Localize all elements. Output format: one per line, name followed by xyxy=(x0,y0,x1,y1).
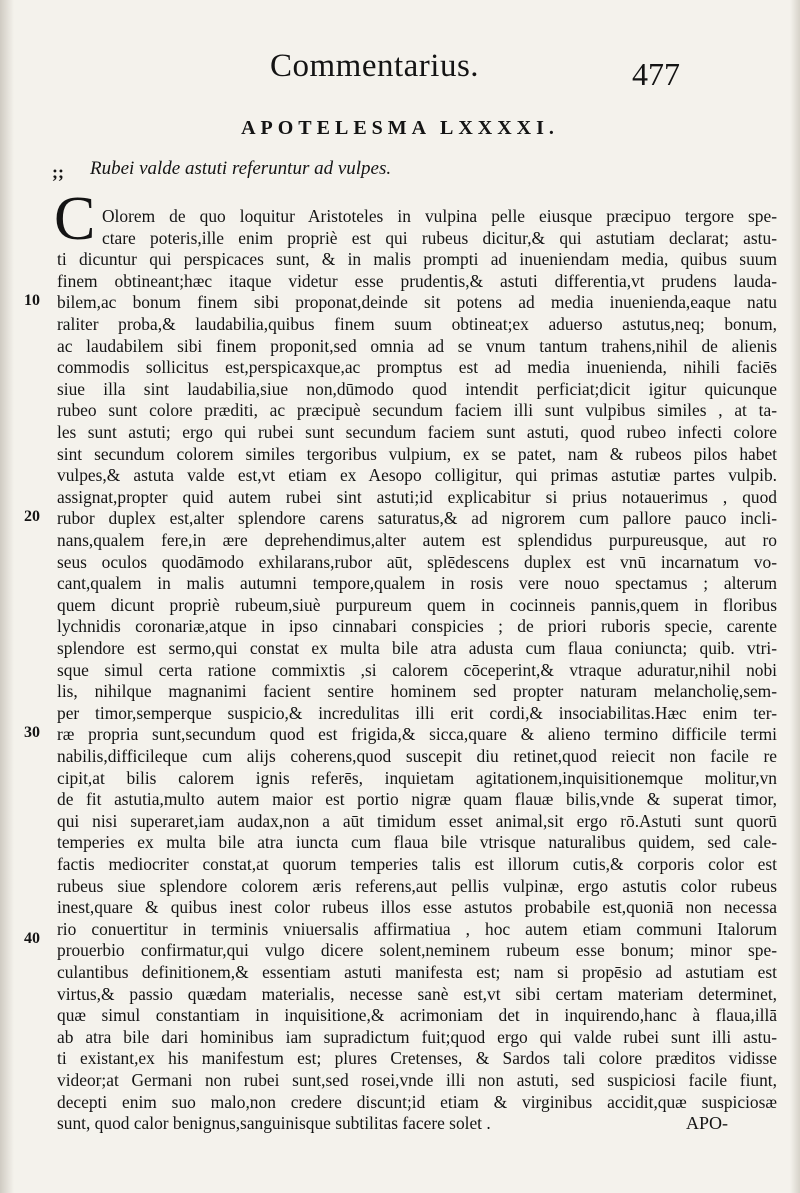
margin-line-number: 20 xyxy=(24,508,40,525)
text-line: ac laudabilem sibi finem proponit,sed omnia ad se vnum tantum trahens,nihil de alienis xyxy=(57,335,777,356)
text-line: finem obtineant;hæc itaque videtur esse prudentis,& astuti differentia,vt prudens lauda- xyxy=(57,270,777,291)
text-line: nabilis,difficileque cum alijs coherens,quod suscepit diu retinet,quod reiecit non facile re xyxy=(57,746,777,766)
text-line: virtus,& passio quædam materialis, necesse sanè est,vt sibi certam materiam determinet, xyxy=(57,983,777,1004)
text-line: lychnidis coronariæ,atque in ipso cinnabari conspicies ; de priori ruboris specie, carente xyxy=(57,616,777,637)
text-line: ti dicuntur qui perspicaces sunt, & in malis prompti ad inueniendam media, quibus suum xyxy=(57,249,777,270)
text-line: rubor duplex est,alter splendore carens saturatus,& ad nigrorem cum pallore pauco incli- xyxy=(57,508,777,529)
running-head: Commentarius. xyxy=(270,48,480,84)
text-line: ctare poteris,ille enim propriè est qui rubeus dicitur,& qui astutiam declarat; astu- xyxy=(102,227,777,248)
text-line: temperies ex multa bile atra iuncta cum flaua bile vtrisque naturalibus quidem, sed cale- xyxy=(57,832,777,853)
text-line: nans,qualem fere,in ære deprehendimus,alter autem est splendidus purpureusque, aut ro xyxy=(57,530,777,550)
text-line: factis mediocriter constat,at quorum temperies talis est illorum cutis,& corporis color est xyxy=(57,854,777,874)
text-line: Olorem de quo loquitur Aristoteles in vulpina pelle eiusque præcipuo tergore spe- xyxy=(102,206,777,226)
margin-line-number: 10 xyxy=(24,292,40,309)
text-line: bilem,ac bonum finem sibi proponat,deinde sit potens ad media inuenienda,eaque natu xyxy=(57,292,777,313)
page-edge-shadow xyxy=(790,0,800,1193)
text-line: rubeo sunt colore præditi, ac præcipuè secundum faciem illi sunt vulpibus similes , at ta- xyxy=(57,400,777,421)
text-line: videor;at Germani non rubei sunt,sed rosei,vnde illi non astuti, sed suspiciosi facile fiunt, xyxy=(57,1070,777,1090)
text-line: ræ propria sunt,secundum quod est frigida,& sicca,quare & alieno termino difficile termi xyxy=(57,724,777,745)
text-line: quæ simul constantiam in inquisitione,& acrimoniam det in inquirendo,hanc à flaua,illā xyxy=(57,1005,777,1026)
catchword: APO- xyxy=(686,1113,729,1133)
text-line: ti existant,ex his manifestum est; plures Cretenses, & Sardos tali colore præditos vidisse xyxy=(57,1048,777,1069)
text-line: cipit,at bilis calorem ignis referēs, inquietam agitationem,inquisitionemque molitur,vn xyxy=(57,767,777,788)
text-line: cant,qualem in malis autumni tempore,qualem in rosis vere nouo spectamus ; alterum xyxy=(57,573,777,594)
text-line: commodis sollicitus est,perspicaxque,ac promptus est ad media inuenienda, nihili faciēs xyxy=(57,357,777,378)
text-line: inest,quare & quibus inest color rubeus illos esse astutos probabile est,quoniā non necessa xyxy=(57,897,777,918)
text-line: les sunt astuti; ergo qui rubei sunt secundum faciem sunt astuti, quod rubeo infecti colore xyxy=(57,422,777,442)
text-line: vulpes,& astuta valde est,vt etiam ex Aesopo colligitur, qui primas astutiæ partes vulpib. xyxy=(57,465,777,486)
margin-line-number: 30 xyxy=(24,724,40,741)
page-number: 477 xyxy=(632,56,680,92)
page-gutter-shadow xyxy=(0,0,14,1193)
subtitle-mark: ;; xyxy=(52,162,64,182)
text-line: quem dicunt propriè rubeum,siuè purpureum quem in cocinneis pannis,quem in floribus xyxy=(57,594,777,615)
text-line: assignat,propter quid autem rubei sint astuti;id explicabitur si prius notauerimus , quod xyxy=(57,486,777,507)
text-line: raliter proba,& laudabilia,quibus finem suum obtineat;ex aduerso astutus,neq; bonum, xyxy=(57,314,777,334)
text-line: rubeus siue splendore colorem æris referens,aut pellis vulpinæ, ergo astutis color rubeus xyxy=(57,875,777,896)
drop-capital: C xyxy=(54,185,96,253)
text-line: sint secundum colorem similes tergoribus vulpium, ex se patet, nam & rubeos pilos habet xyxy=(57,443,777,464)
text-line: culantibus definitionem,& essentiam astuti manifesta est; nam si propēsio ad astutiam est xyxy=(57,962,777,982)
section-title: APOTELESMA LXXXXI. xyxy=(241,117,559,139)
text-line: qui nisi superaret,iam audax,non a aūt timidum esset animal,sit ergo rō.Astuti sunt quorū xyxy=(57,810,777,831)
text-line: sque simul certa ratione commixtis ,si calorem cōceperint,& vtraque aduratur,nihil nobi xyxy=(57,659,777,680)
section-subtitle: Rubei valde astuti referuntur ad vulpes. xyxy=(90,158,392,179)
text-line: seus oculos quodāmodo exhilarans,rubor aūt, splēdescens duplex est vnū incarnatum vo- xyxy=(57,551,777,572)
margin-line-number: 40 xyxy=(24,930,40,947)
text-line: ab atra bile dari hominibus iam supradictum fuit;quod ergo qui valde rubei sunt illi astu- xyxy=(57,1026,777,1047)
text-line: splendore est sermo,qui constat ex multa bile atra adusta cum flaua coniuncta; quib. vtri- xyxy=(57,638,777,658)
text-line: siue illa sint laudabilia,siue non,dūmodo quod intendit perficiat;dicit igitur quicunque xyxy=(57,378,777,399)
text-line: per timor,semperque suspicio,& incredulitas illi erit cordi,& insociabilitas.Hæc enim ter- xyxy=(57,702,777,723)
text-line: lis, nihilque magnanimi facient sentire hominem sed propter naturam melancholię,sem- xyxy=(57,681,777,702)
text-line: decepti enim suo malo,non credere discunt;id etiam & virginibus accidit,quæ suspiciosæ xyxy=(57,1091,777,1112)
text-line: de fit astutia,multo autem maior est portio nigræ quam flauæ bilis,vnde & superat timor, xyxy=(57,789,777,810)
text-line: prouerbio confirmatur,qui vulgo dicere solent,neminem rubeum esse bonum; minor spe- xyxy=(57,940,777,961)
text-line: rio conuertitur in terminis vniuersalis affirmatiua , hoc autem etiam communi Italorum xyxy=(57,918,777,939)
text-line: sunt, quod calor benignus,sanguinisque subtilitas facere solet . xyxy=(57,1113,491,1134)
